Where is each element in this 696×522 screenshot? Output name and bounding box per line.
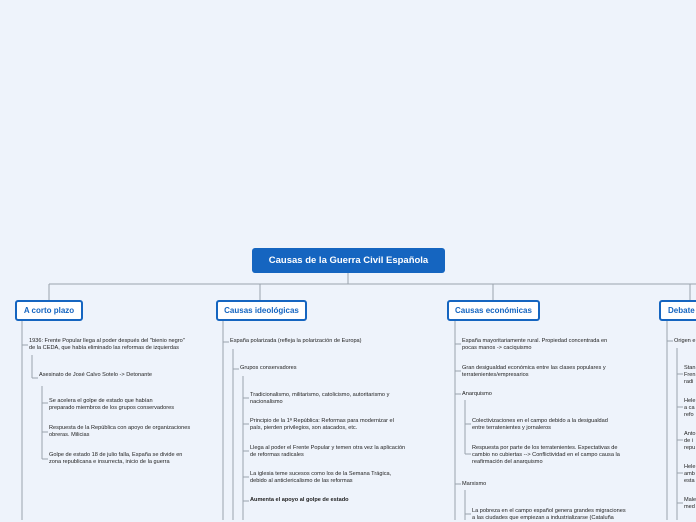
topic-line: Hele <box>684 398 696 404</box>
topic-line: Stan <box>684 365 696 371</box>
topic-line: Se acelera el golpe de estado que habían <box>49 398 153 404</box>
topic-line: amb <box>684 471 695 477</box>
topic-helen-2[interactable] <box>684 464 696 485</box>
topic-line: entre terratenientes y jornaleros <box>472 425 551 431</box>
topic-line: repu <box>684 445 696 451</box>
topic-line: Asesinato de José Calvo Sotelo -> Detonante <box>39 372 153 378</box>
topic-line: de reformas radicales <box>250 452 304 458</box>
branch-a-corto-plazo[interactable]: A corto plazo <box>15 300 83 321</box>
topic-helen-1[interactable] <box>684 398 696 419</box>
topic-espana-rural[interactable] <box>462 338 607 352</box>
topic-frente-popular[interactable] <box>29 338 185 352</box>
topic-line: radi <box>684 379 694 385</box>
topic-line: Golpe de estado 18 de julio falla, España se divide en <box>49 452 183 458</box>
topic-line: obreras. Milicias <box>49 432 90 438</box>
topic-line: Fren <box>684 372 696 378</box>
topic-line: Principio de la 1ª República: Reformas para modernizar el <box>250 418 394 424</box>
topic-line: nacionalismo <box>250 399 283 405</box>
topic-line: Tradicionalismo, militarismo, catolicismo, autoritarismo y <box>250 392 390 398</box>
topic-line: 1936: Frente Popular llega al poder después del "bienio negro" <box>29 338 185 344</box>
topic-antonio[interactable] <box>684 431 696 452</box>
topic-line: de la CEDA, que había eliminado las reformas de izquierdas <box>29 345 179 351</box>
topic-line: zona republicana e insurrecta, inicio de la guerra <box>49 459 170 465</box>
topic-primera-republica[interactable] <box>250 418 394 432</box>
topic-marxismo[interactable] <box>462 481 486 488</box>
topic-line: refo <box>684 412 694 418</box>
topic-stanley[interactable] <box>684 365 696 386</box>
topic-grupos-conservadores[interactable] <box>240 365 297 372</box>
topic-line: La pobreza en el campo español genera grandes migraciones <box>472 508 626 514</box>
topic-line: Grupos conservadores <box>240 365 297 371</box>
topic-line: terratenientes/empresarios <box>462 372 529 378</box>
topic-line: med <box>684 504 695 510</box>
topic-asesinato-calvo-sotelo[interactable] <box>39 372 152 379</box>
topic-line: esta <box>684 478 695 484</box>
root-node[interactable]: Causas de la Guerra Civil Española <box>252 248 445 273</box>
topic-line: Respuesta de la República con apoyo de organizaciones <box>49 425 191 431</box>
topic-origen[interactable] <box>674 338 695 345</box>
topic-line: España polarizada (refleja la polarización de Europa) <box>230 338 362 344</box>
topic-line: Anto <box>684 431 696 437</box>
topic-line: de i <box>684 438 694 444</box>
topic-aumenta-apoyo[interactable] <box>250 497 349 504</box>
topic-frente-popular-temen[interactable] <box>250 445 405 459</box>
topic-line: pocas manos -> caciquismo <box>462 345 532 351</box>
branch-causas-ideologicas[interactable]: Causas ideológicas <box>216 300 307 321</box>
topic-desigualdad[interactable] <box>462 365 606 379</box>
topic-line: reafirmación del anarquismo <box>472 459 543 465</box>
topic-line: Aumenta el apoyo al golpe de estado <box>250 497 349 503</box>
topic-line: Gran desigualdad económica entre las clases populares y <box>462 365 606 371</box>
topic-male[interactable] <box>684 497 696 511</box>
branch-debate[interactable]: Debate <box>659 300 696 321</box>
topic-golpe-acelera[interactable] <box>49 398 174 412</box>
topic-espana-polarizada[interactable] <box>230 338 362 345</box>
topic-line: Hele <box>684 464 696 470</box>
branch-causas-economicas[interactable]: Causas económicas <box>447 300 540 321</box>
topic-line: Colectivizaciones en el campo debido a la desigualdad <box>472 418 608 424</box>
topic-line: país, pierden privilegios, son atacados, etc. <box>250 425 358 431</box>
topic-respuesta-republica[interactable] <box>49 425 190 439</box>
topic-line: a ca <box>684 405 695 411</box>
topic-iglesia-teme[interactable] <box>250 471 391 485</box>
topic-line: La iglesia teme sucesos como los de la Semana Trágica, <box>250 471 392 477</box>
topic-line: a las ciudades que empiezan a industrializarse (Cataluña <box>472 515 614 521</box>
topic-line: España mayoritariamente rural. Propiedad concentrada en <box>462 338 608 344</box>
topic-line: Origen e <box>674 338 696 344</box>
topic-line: Marxismo <box>462 481 487 487</box>
topic-golpe-falla[interactable] <box>49 452 182 466</box>
topic-line: cambio no cubiertas --> Conflictividad en el campo causa la <box>472 452 620 458</box>
topic-line: preparado miembros de los grupos conservadores <box>49 405 174 411</box>
topic-line: Anarquismo <box>462 391 492 397</box>
topic-anarquismo[interactable] <box>462 391 492 398</box>
topic-line: Llega al poder el Frente Popular y temen otra vez la aplicación <box>250 445 406 451</box>
topic-line: Respuesta por parte de los terratenientes. Expectativas de <box>472 445 618 451</box>
topic-tradicionalismo[interactable] <box>250 392 389 406</box>
topic-line: Male <box>684 497 696 503</box>
topic-respuesta-terratenientes[interactable] <box>472 445 620 466</box>
topic-line: debido al anticlericalismo de las reformas <box>250 478 353 484</box>
topic-colectivizaciones[interactable] <box>472 418 608 432</box>
